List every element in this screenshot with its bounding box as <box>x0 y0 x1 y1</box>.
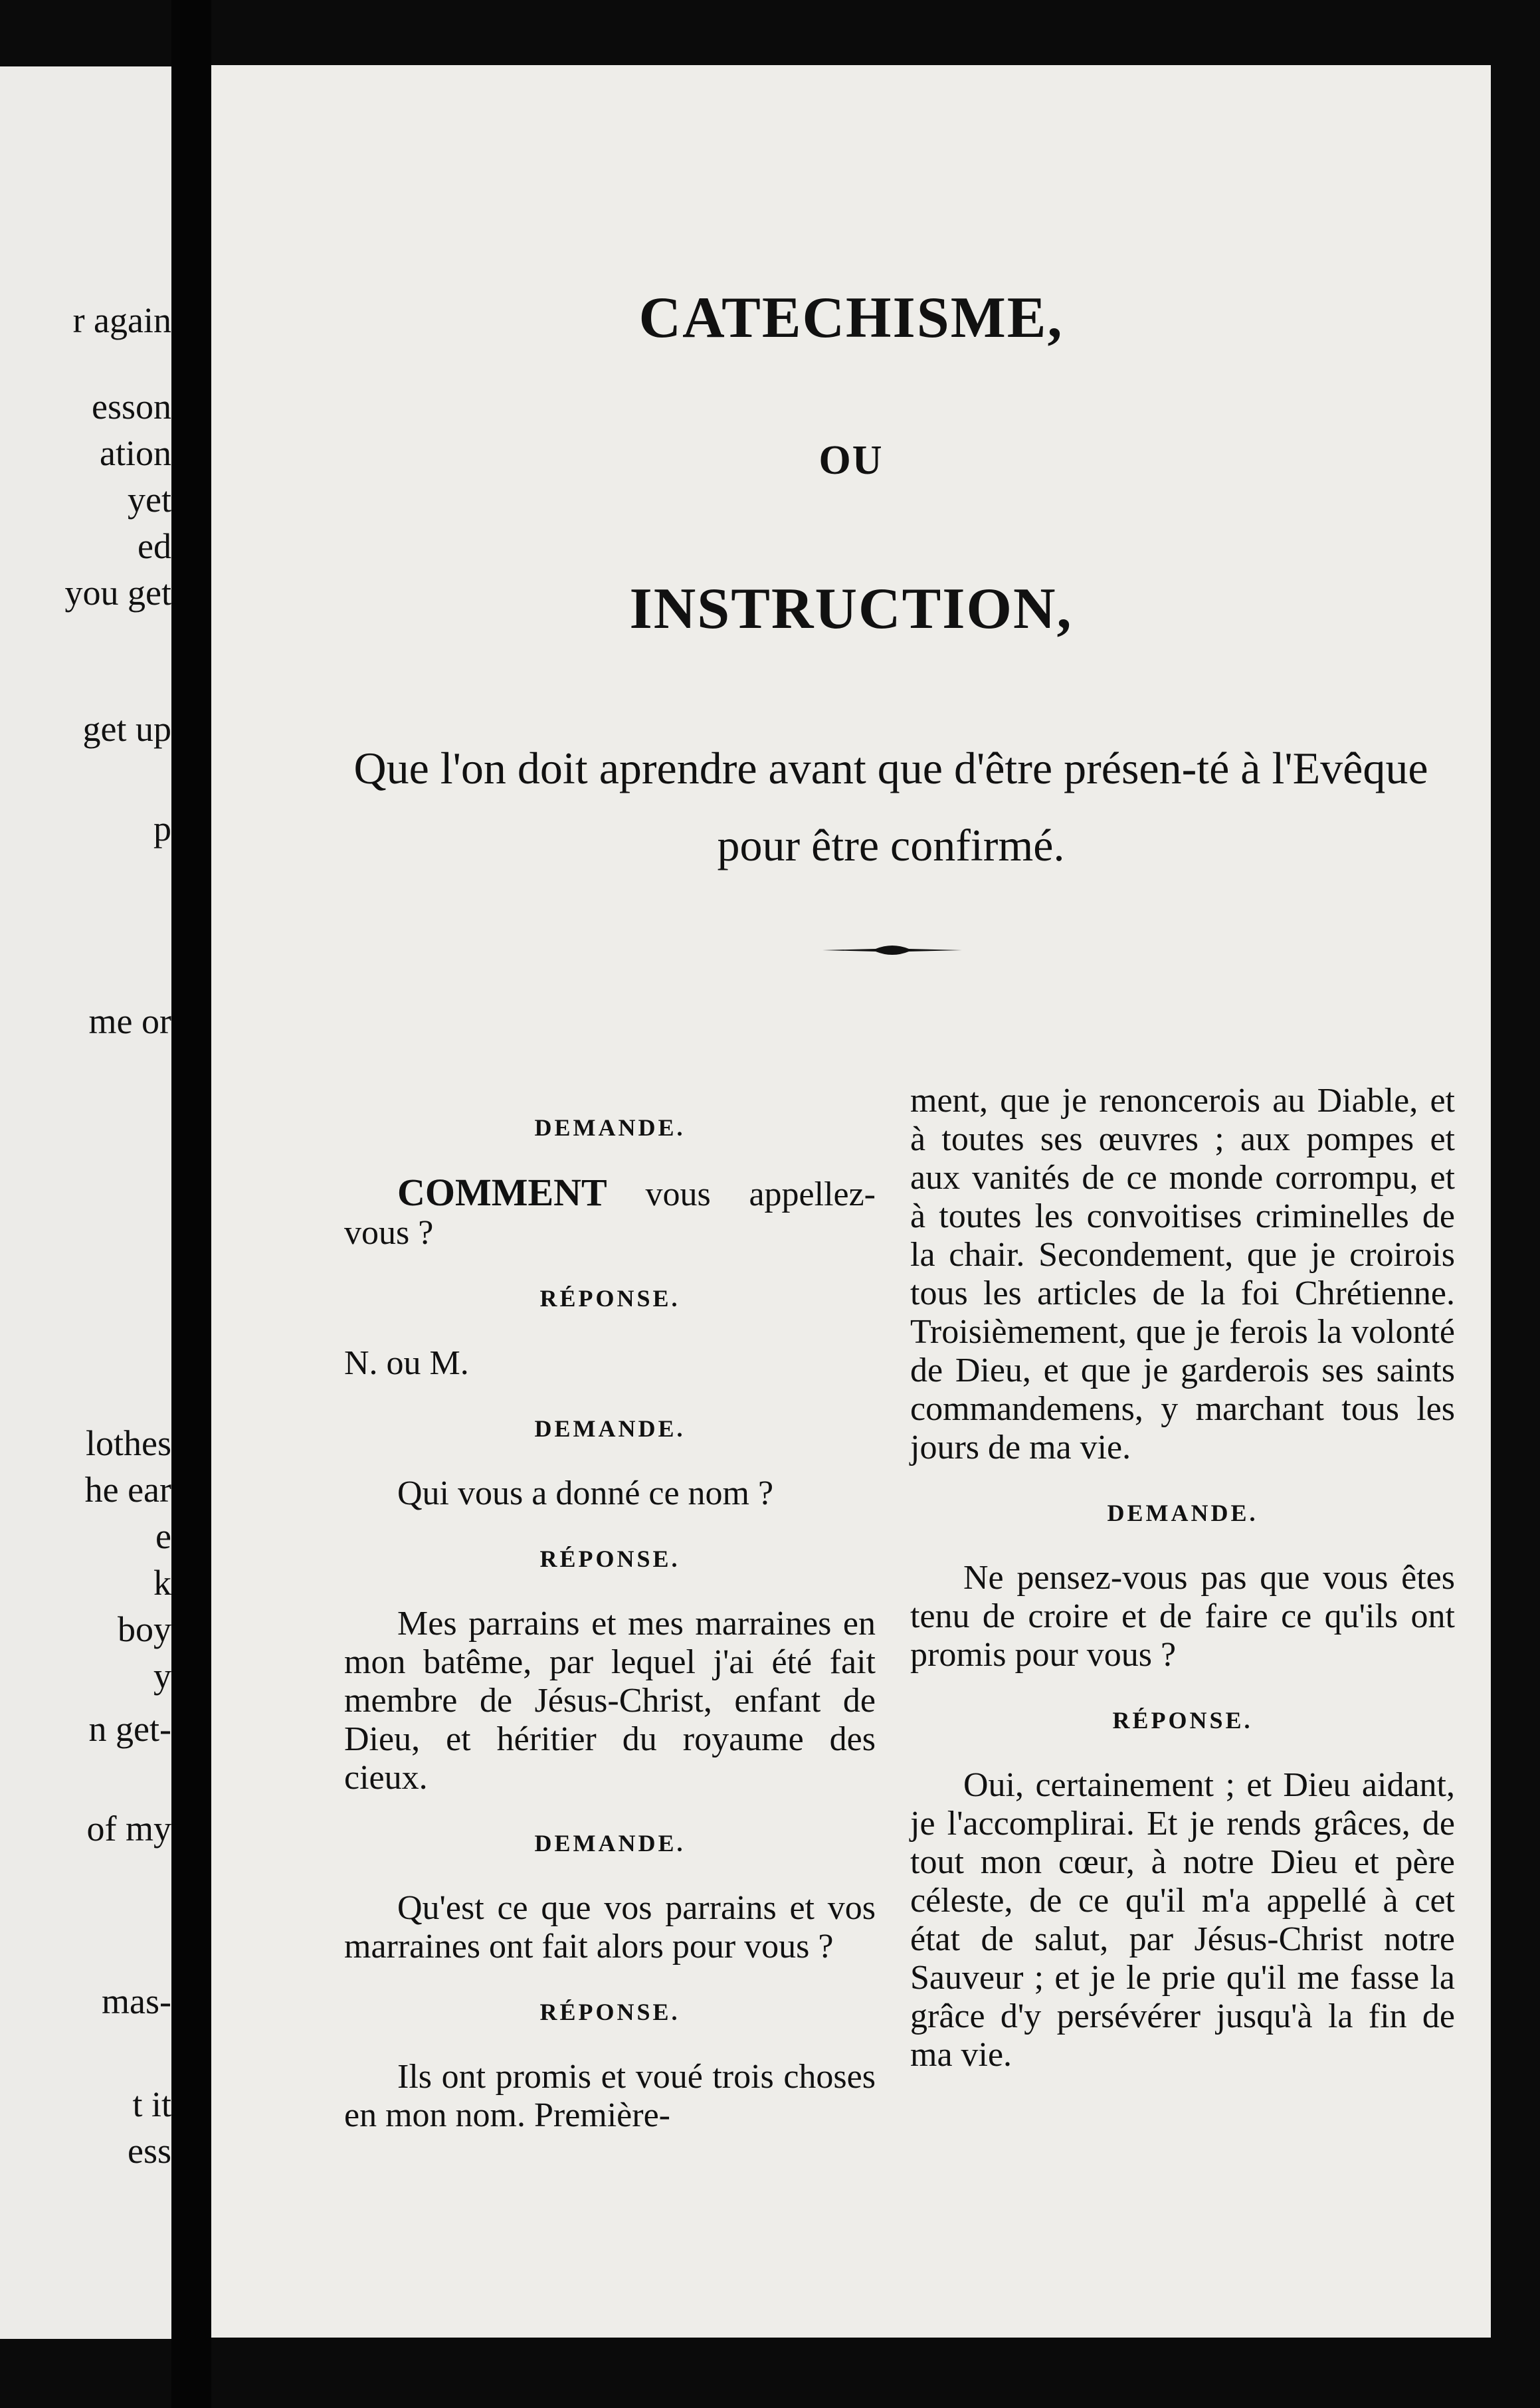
left-text-line: ed <box>138 526 171 566</box>
ornament-divider <box>822 941 962 959</box>
body-paragraph: Qui vous a donné ce nom ? <box>397 1474 774 1512</box>
left-text-line: y <box>153 1656 171 1696</box>
section-label: DEMANDE. <box>534 1830 686 1856</box>
left-text-line: yet <box>128 480 171 520</box>
lead-word: COMMENT <box>397 1171 607 1214</box>
body-paragraph: Mes parrains et mes marraines en mon batême, par lequel j'ai été fait membre de Jésus-Christ, enfant de Dieu, et héritier du royaume des cieux. <box>344 1605 876 1797</box>
section-label: RÉPONSE. <box>539 1546 680 1572</box>
body-paragraph: Oui, certainement ; et Dieu aidant, je l'accomplirai. Et je rends grâces, de tout mon cœur, à notre Dieu et père céleste, de ce qu'il m'a appellé à cet état de salut, par Jésus-Christ notre Sauveur ; et je le prie qu'il me fasse la grâce d'y persévérer jusqu'à la fin de ma vie. <box>910 1766 1455 2074</box>
body-paragraph: Qu'est ce que vos parrains et vos marraines ont fait alors pour vous ? <box>344 1889 876 1965</box>
left-text-line: p <box>153 809 171 849</box>
title-conjunction: OU <box>818 438 884 483</box>
left-text-line: mas- <box>102 1981 171 2021</box>
body-paragraph: Ils ont promis et voué trois choses en mon nom. Première- <box>344 2058 876 2134</box>
page-subtitle: Que l'on doit aprendre avant que d'être présen-té à l'Evêque pour être confirmé. <box>353 743 1428 870</box>
left-text-line: of my <box>86 1809 171 1849</box>
left-text-line: ess <box>128 2131 171 2171</box>
body-paragraph: Ne pensez-vous pas que vous êtes tenu de croire et de faire ce qu'ils ont promis pour vous ? <box>910 1559 1455 1674</box>
page-title-secondary: INSTRUCTION, <box>629 577 1073 641</box>
left-page-fragment <box>0 66 171 2339</box>
left-text-line: you get <box>64 573 171 613</box>
book-gutter <box>171 0 211 2408</box>
section-label: DEMANDE. <box>1107 1500 1258 1526</box>
left-text-line: ation <box>100 433 171 473</box>
question-rest: vous appellez-vous ? <box>344 1175 876 1252</box>
left-text-line: me or <box>88 1001 171 1041</box>
section-label: RÉPONSE. <box>1112 1707 1253 1734</box>
left-text-line: n get- <box>88 1709 171 1749</box>
left-column <box>344 1082 876 2135</box>
question-text <box>344 1173 876 1253</box>
left-text-line: boy <box>118 1609 171 1649</box>
section-label: RÉPONSE. <box>539 1999 680 2025</box>
section-label: RÉPONSE. <box>539 1285 680 1312</box>
left-text-line: e <box>155 1516 171 1556</box>
body-paragraph: N. ou M. <box>344 1344 469 1382</box>
left-text-line: lothes <box>86 1423 171 1463</box>
body-paragraph: ment, que je renoncerois au Diable, et à toutes ses œuvres ; aux pompes et aux vanités de ce monde corrompu, et à toutes les convoitises criminelles de la chair. Secondement, que je croirois tous les articles de la foi Chrétienne. Troisièmement, que je ferois la volonté de Dieu, et que je garderois ses saints commandemens, y marchant tous les jours de ma vie. <box>910 1082 1455 1466</box>
section-label: DEMANDE. <box>534 1415 686 1442</box>
page-title: CATECHISME, <box>638 286 1064 350</box>
left-text-line: esson <box>92 387 171 427</box>
left-text-line: get up <box>82 709 171 749</box>
left-text-line: k <box>153 1563 171 1603</box>
left-text-line: r again <box>72 300 171 340</box>
left-text-line: t it <box>132 2084 171 2124</box>
right-column <box>910 1082 1455 2074</box>
right-page <box>211 65 1491 2338</box>
section-label: DEMANDE. <box>534 1114 686 1141</box>
left-text-line: he ear <box>84 1470 171 1510</box>
